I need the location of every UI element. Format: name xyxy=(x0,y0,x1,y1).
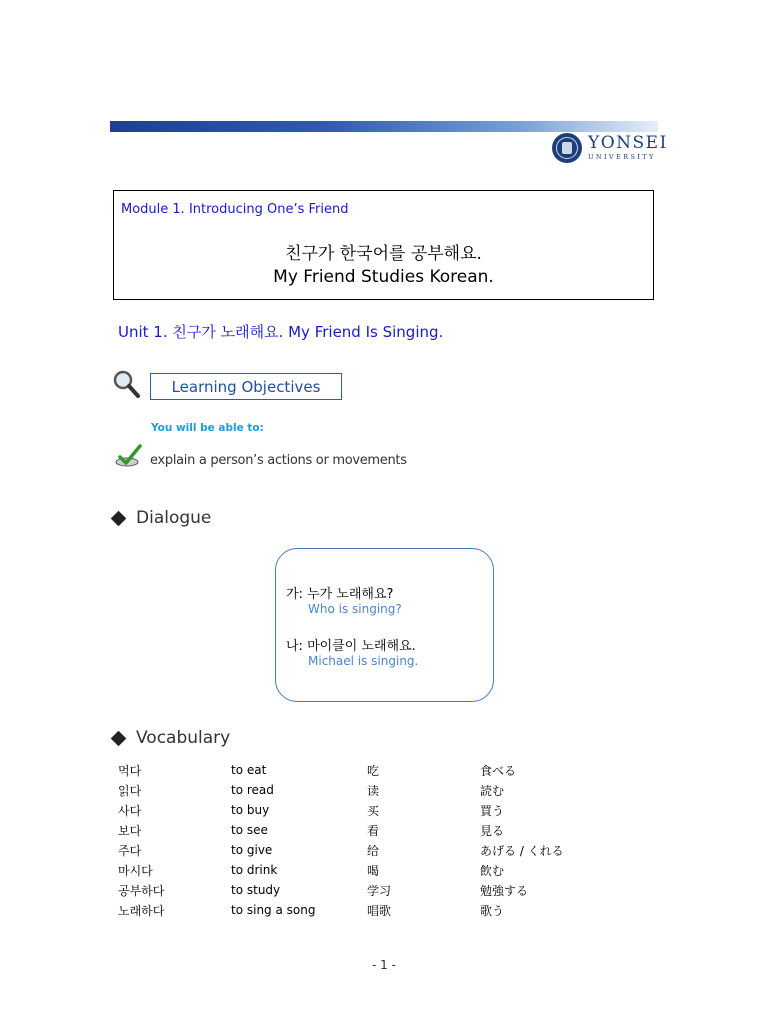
table-row xyxy=(118,880,610,900)
checkmark-icon xyxy=(115,444,143,468)
dialogue-line-2-english: Michael is singing. xyxy=(308,654,419,668)
learning-objectives-title: Learning Objectives xyxy=(150,373,342,400)
table-row xyxy=(118,860,610,880)
diamond-bullet-icon xyxy=(111,510,127,526)
vocab-korean: 공부하다 xyxy=(118,883,165,898)
vocab-japanese: 歌う xyxy=(480,903,505,918)
module-title-korean: 친구가 한국어를 공부해요. xyxy=(285,244,482,264)
module-title-english: My Friend Studies Korean. xyxy=(273,267,494,287)
vocabulary-heading xyxy=(110,728,230,748)
vocab-english: to sing a song xyxy=(231,903,316,917)
table-row xyxy=(118,820,610,840)
vocab-korean: 사다 xyxy=(118,803,142,818)
table-row xyxy=(118,800,610,820)
unit-title: Unit 1. 친구가 노래해요. My Friend Is Singing. xyxy=(118,323,444,341)
vocab-japanese: 飲む xyxy=(480,863,505,878)
dialogue-heading xyxy=(110,508,211,528)
dialogue-line-1-english: Who is singing? xyxy=(308,602,402,616)
vocabulary-table xyxy=(118,760,610,920)
vocabulary-heading-text: Vocabulary xyxy=(136,728,231,748)
vocab-korean: 읽다 xyxy=(118,783,142,798)
vocab-chinese: 唱歌 xyxy=(367,903,392,918)
vocab-chinese: 学习 xyxy=(367,883,392,898)
dialogue-box xyxy=(275,548,494,702)
university-seal-icon xyxy=(552,133,582,163)
vocab-korean: 마시다 xyxy=(118,863,153,878)
vocab-english: to see xyxy=(231,823,268,837)
vocab-korean: 주다 xyxy=(118,843,142,858)
vocab-english: to drink xyxy=(231,863,278,877)
vocab-japanese: 食べる xyxy=(480,763,517,778)
header-bar xyxy=(110,121,658,132)
vocab-japanese: 買う xyxy=(480,803,505,818)
vocab-english: to read xyxy=(231,783,274,797)
vocab-japanese: 見る xyxy=(480,823,505,838)
vocab-english: to eat xyxy=(231,763,267,777)
vocab-english: to buy xyxy=(231,803,270,817)
module-box xyxy=(113,190,654,300)
dialogue-heading-text: Dialogue xyxy=(136,508,212,528)
page-number: - 1 - xyxy=(372,958,396,972)
objective-item: explain a person’s actions or movements xyxy=(150,453,407,468)
vocab-chinese: 给 xyxy=(367,843,380,858)
vocab-chinese: 买 xyxy=(367,803,380,818)
vocab-chinese: 喝 xyxy=(367,863,380,878)
module-label: Module 1. Introducing One’s Friend xyxy=(121,202,349,217)
dialogue-line-2-korean: 나: 마이클이 노래해요. xyxy=(286,639,416,654)
logo-name: YONSEI xyxy=(588,133,668,154)
vocab-chinese: 吃 xyxy=(367,763,380,778)
objectives-intro: You will be able to: xyxy=(151,422,264,434)
diamond-bullet-icon xyxy=(111,730,127,746)
logo-subtitle: UNIVERSITY xyxy=(588,153,656,162)
table-row xyxy=(118,840,610,860)
table-row xyxy=(118,760,610,780)
dialogue-line-1-korean: 가: 누가 노래해요? xyxy=(286,587,394,602)
university-logo xyxy=(552,132,668,164)
vocab-japanese: 読む xyxy=(480,783,505,798)
vocab-korean: 노래하다 xyxy=(118,903,165,918)
vocab-japanese: 勉強する xyxy=(480,883,529,898)
vocab-english: to study xyxy=(231,883,281,897)
vocab-korean: 보다 xyxy=(118,823,142,838)
vocab-chinese: 看 xyxy=(367,823,380,838)
vocab-japanese: あげる / くれる xyxy=(480,843,564,858)
vocab-korean: 먹다 xyxy=(118,763,142,778)
vocab-english: to give xyxy=(231,843,273,857)
vocab-chinese: 读 xyxy=(367,783,380,798)
table-row xyxy=(118,780,610,800)
table-row xyxy=(118,900,610,920)
magnifier-icon xyxy=(112,369,140,399)
